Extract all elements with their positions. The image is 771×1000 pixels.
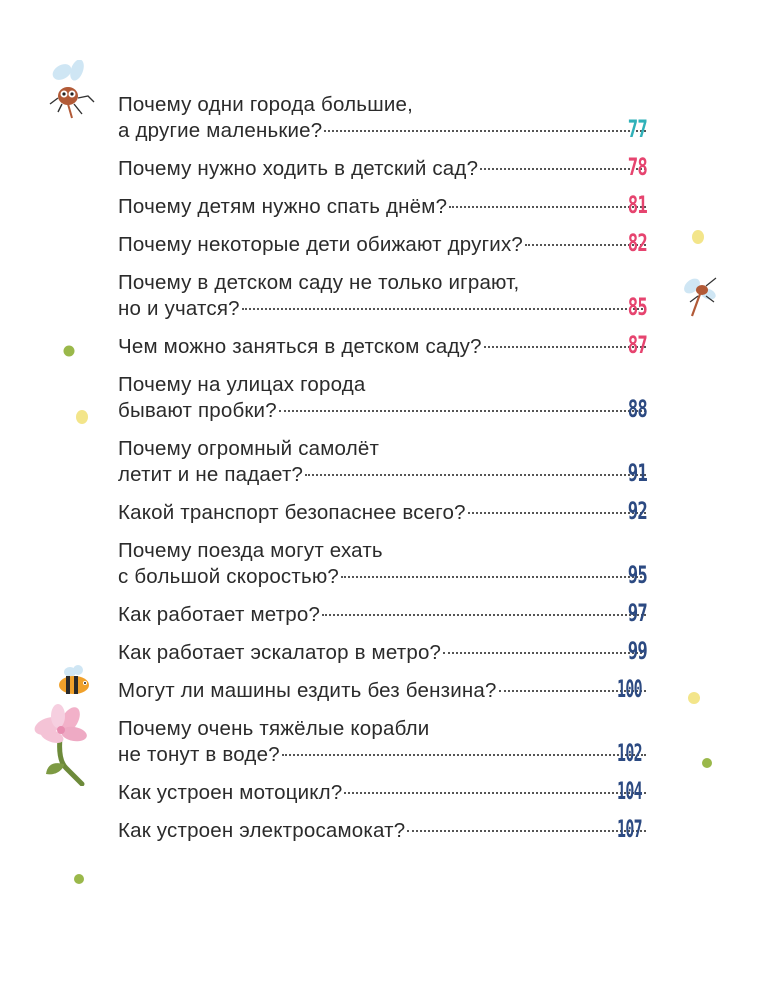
page-number: 81 (627, 191, 648, 219)
toc-entry-title: Почему детям нужно спать днём? (118, 195, 448, 218)
mosquito-icon (680, 272, 724, 322)
page-number: 97 (627, 599, 648, 627)
toc-entry-title: Могут ли машины ездить без бензина? (118, 679, 497, 702)
toc-entry-title-line (118, 815, 650, 844)
dot-leader (449, 206, 646, 208)
toc-entry-title-line (118, 561, 650, 590)
pollen-dot-icon (686, 690, 702, 706)
dot-leader (305, 474, 646, 476)
toc-entry-title: Почему одни города большие, (118, 93, 413, 116)
page-number: 100 (617, 675, 643, 703)
pollen-dot-icon (74, 408, 90, 426)
toc-entry-title-line (118, 115, 650, 144)
toc-entry-title-line (118, 92, 658, 118)
toc-entry[interactable] (118, 331, 658, 360)
toc-entry-title-line (118, 191, 650, 220)
page-number: 87 (627, 331, 648, 359)
toc-entry[interactable] (118, 777, 658, 806)
page-number: 107 (617, 815, 643, 843)
dot-leader (480, 168, 646, 170)
toc-entry-title-line (118, 675, 650, 704)
toc-entry-title: не тонут в воде? (118, 743, 280, 766)
dot-leader (484, 346, 646, 348)
toc-entry-title-line (118, 153, 650, 182)
dot-leader (407, 830, 646, 832)
toc-entry-title: Почему нужно ходить в детский сад? (118, 157, 479, 180)
dot-leader (322, 614, 646, 616)
toc-entry-title-line (118, 395, 650, 424)
page-number: 102 (617, 739, 643, 767)
toc-entry-title: бывают пробки? (118, 399, 277, 422)
toc-entry-title: Почему поезда могут ехать (118, 539, 383, 562)
toc-entry-title-line (118, 739, 650, 768)
toc-entry[interactable] (118, 229, 658, 258)
pollen-dot-icon (690, 228, 706, 246)
toc-entry-title-line (118, 270, 658, 296)
page-number: 99 (627, 637, 648, 665)
dot-leader (341, 576, 646, 578)
toc-entry[interactable] (118, 372, 658, 424)
toc-entry[interactable] (118, 92, 658, 144)
bee-icon (54, 664, 96, 698)
toc-entry[interactable] (118, 815, 658, 844)
leaf-dot-icon (62, 344, 76, 358)
toc-entry-title-line (118, 538, 658, 564)
toc-entry[interactable] (118, 538, 658, 590)
dot-leader (282, 754, 646, 756)
toc-entry-title: Почему огромный самолёт (118, 437, 380, 460)
toc-entry-title: Почему некоторые дети обижают других? (118, 233, 523, 256)
toc-entry-title: Почему на улицах города (118, 373, 366, 396)
toc-entry[interactable] (118, 716, 658, 768)
page-number: 92 (627, 497, 648, 525)
mosquito-icon (44, 60, 108, 122)
toc-entry-title: Почему очень тяжёлые корабли (118, 717, 430, 740)
leaf-dot-icon (72, 872, 86, 886)
dot-leader (468, 512, 646, 514)
toc-entry-title: Как работает метро? (118, 603, 321, 626)
toc-entry-title-line (118, 497, 650, 526)
toc-entry-title-line (118, 459, 650, 488)
toc-entry-title: но и учатся? (118, 297, 240, 320)
dot-leader (242, 308, 646, 310)
flower-icon (30, 704, 94, 786)
page-number: 95 (627, 561, 648, 589)
toc-entry[interactable] (118, 497, 658, 526)
toc-entry-title-line (118, 637, 650, 666)
toc-entry[interactable] (118, 637, 658, 666)
toc-entry-title: Как устроен электросамокат? (118, 819, 406, 842)
toc-entry[interactable] (118, 675, 658, 704)
dot-leader (279, 410, 646, 412)
toc-entry[interactable] (118, 436, 658, 488)
toc-entry-title: а другие маленькие? (118, 119, 323, 142)
toc-entry-title-line (118, 777, 650, 806)
page-number: 82 (627, 229, 648, 257)
toc-entry-title-line (118, 331, 650, 360)
leaf-dot-icon (700, 756, 714, 770)
toc-entry-title: Почему в детском саду не только играют, (118, 271, 520, 294)
page-number: 85 (627, 293, 648, 321)
toc-entry[interactable] (118, 599, 658, 628)
toc-entry[interactable] (118, 191, 658, 220)
dot-leader (324, 130, 646, 132)
toc-entry-title-line (118, 599, 650, 628)
toc-entry-title-line (118, 229, 650, 258)
page-number: 88 (627, 395, 648, 423)
toc-entry-title: Как устроен мотоцикл? (118, 781, 343, 804)
page-number: 77 (627, 115, 648, 143)
toc-entry-title-line (118, 436, 658, 462)
toc-entry[interactable] (118, 270, 658, 322)
toc-entry-title-line (118, 372, 658, 398)
toc-entry-title: с большой скоростью? (118, 565, 340, 588)
page-number: 91 (627, 459, 648, 487)
toc-entry[interactable] (118, 153, 658, 182)
page-number: 104 (617, 777, 643, 805)
toc-entry-title: летит и не падает? (118, 463, 304, 486)
table-of-contents (118, 92, 658, 856)
toc-entry-title: Чем можно заняться в детском саду? (118, 335, 482, 358)
toc-entry-title-line (118, 293, 650, 322)
dot-leader (344, 792, 646, 794)
page-number: 78 (627, 153, 648, 181)
dot-leader (443, 652, 646, 654)
toc-entry-title: Какой транспорт безопаснее всего? (118, 501, 466, 524)
toc-entry-title: Как работает эскалатор в метро? (118, 641, 442, 664)
toc-entry-title-line (118, 716, 658, 742)
